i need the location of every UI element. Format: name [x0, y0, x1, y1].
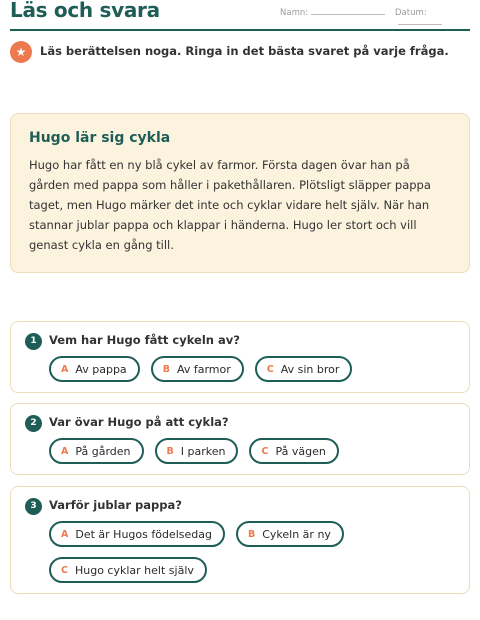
- answer-option-2c[interactable]: [249, 438, 338, 464]
- option-letter: A: [61, 363, 69, 375]
- answer-options: [49, 356, 459, 382]
- option-label: Av farmor: [176, 362, 231, 376]
- date-label: Datum:: [395, 8, 427, 18]
- answer-option-1b[interactable]: [151, 356, 244, 382]
- option-label: Det är Hugos födelsedag: [75, 527, 212, 541]
- option-letter: B: [247, 528, 256, 540]
- star-icon: ★: [10, 41, 32, 63]
- option-letter: B: [162, 363, 170, 375]
- question-1: [10, 321, 470, 393]
- name-field: [280, 8, 385, 18]
- option-label: Av pappa: [75, 362, 127, 376]
- question-text: Vem har Hugo fått cykeln av?: [49, 333, 240, 347]
- answer-options: [49, 438, 459, 464]
- answer-option-3c[interactable]: [49, 557, 207, 583]
- option-letter: A: [61, 528, 69, 540]
- page-title: Läs och svara: [10, 0, 160, 22]
- story-title: Hugo lär sig cykla: [29, 130, 171, 146]
- question-number: 3: [25, 498, 42, 515]
- option-label: Av sin bror: [280, 362, 340, 376]
- answer-option-3b[interactable]: [236, 521, 344, 547]
- option-label: På vägen: [275, 444, 326, 458]
- answer-option-2b[interactable]: [155, 438, 239, 464]
- question-number: 2: [25, 415, 42, 432]
- instruction-text: Läs berättelsen noga. Ringa in det bästa svaret på varje fråga.: [40, 44, 449, 58]
- option-label: I parken: [180, 444, 226, 458]
- question-2: [10, 403, 470, 475]
- question-text: Var övar Hugo på att cykla?: [49, 415, 229, 429]
- date-field: [395, 8, 470, 28]
- worksheet-header: [10, 0, 470, 31]
- option-label: Cykeln är ny: [262, 527, 331, 541]
- question-text: Varför jublar pappa?: [49, 498, 182, 512]
- answer-option-1c[interactable]: [255, 356, 353, 382]
- question-number: 1: [25, 333, 42, 350]
- option-letter: C: [261, 445, 269, 457]
- answer-option-2a[interactable]: [49, 438, 144, 464]
- option-letter: B: [166, 445, 174, 457]
- instruction: [10, 40, 470, 64]
- answer-option-3a[interactable]: [49, 521, 225, 547]
- question-3: [10, 486, 470, 594]
- story-text: Hugo har fått en ny blå cykel av farmor. Första dagen övar han på gården med pappa som håller i pakethållaren. Plötsligt släpper pappa taget, men Hugo märker det inte och cyklar vidare helt själv. När han stannar jublar pappa och klappar i händerna. Hugo ler stort och vill genast cykla en gång till.: [29, 158, 431, 252]
- name-label: Namn:: [280, 8, 309, 18]
- date-line: [398, 24, 442, 25]
- name-line: [311, 14, 385, 15]
- option-label: På gården: [75, 444, 131, 458]
- story-box: [10, 113, 470, 273]
- answer-options: [49, 521, 459, 583]
- option-label: Hugo cyklar helt själv: [74, 563, 194, 577]
- option-letter: C: [266, 363, 274, 375]
- answer-option-1a[interactable]: [49, 356, 140, 382]
- option-letter: C: [61, 564, 68, 576]
- option-letter: A: [61, 445, 69, 457]
